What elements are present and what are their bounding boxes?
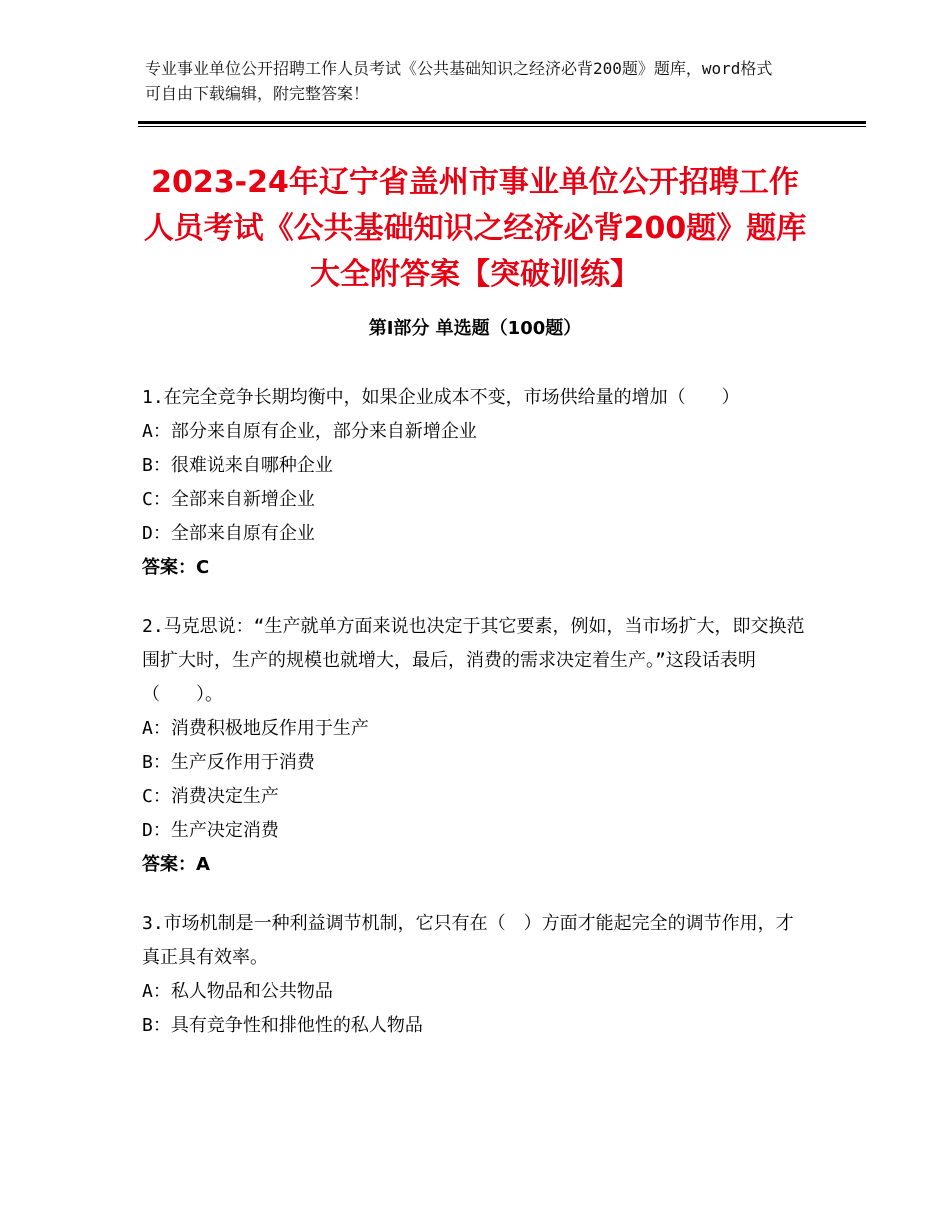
question-2 — [142, 610, 807, 882]
option-b: B：生产反作用于消费 — [142, 752, 315, 773]
question-text: 2.马克思说：“生产就单方面来说也决定于其它要素，例如，当市场扩大，即交换范围扩大时，生产的规模也就增大，最后，消费的需求决定着生产。”这段话表明（ ）。 — [142, 616, 805, 705]
option-c: C：消费决定生产 — [142, 786, 279, 807]
answer: 答案：C — [142, 557, 210, 578]
question-text: 1.在完全竞争长期均衡中，如果企业成本不变，市场供给量的增加（ ） — [142, 387, 740, 408]
section-title: 第Ⅰ部分 单选题（100题） — [368, 318, 582, 339]
header-rule-thick — [138, 121, 866, 124]
option-a: A：部分来自原有企业，部分来自新增企业 — [142, 421, 477, 442]
question-text: 3.市场机制是一种利益调节机制，它只有在（ ）方面才能起完全的调节作用，才真正具有效率。 — [142, 913, 794, 968]
option-d: D：全部来自原有企业 — [142, 523, 315, 544]
question-1 — [142, 381, 807, 585]
document-title: 2023-24年辽宁省盖州市事业单位公开招聘工作人员考试《公共基础知识之经济必背200题》题库大全附答案【突破训练】 — [143, 165, 807, 292]
option-d: D：生产决定消费 — [142, 820, 279, 841]
option-a: A：私人物品和公共物品 — [142, 981, 333, 1002]
option-c: C：全部来自新增企业 — [142, 489, 315, 510]
header-rule-thin — [138, 126, 866, 127]
option-b: B：具有竞争性和排他性的私人物品 — [142, 1015, 423, 1036]
question-3 — [142, 907, 807, 1043]
header-note: 专业事业单位公开招聘工作人员考试《公共基础知识之经济必背200题》题库，word格式可自由下载编辑，附完整答案！ — [145, 59, 773, 103]
option-b: B：很难说来自哪种企业 — [142, 455, 333, 476]
answer: 答案：A — [142, 854, 210, 875]
option-a: A：消费积极地反作用于生产 — [142, 718, 369, 739]
question-list — [142, 381, 807, 1068]
